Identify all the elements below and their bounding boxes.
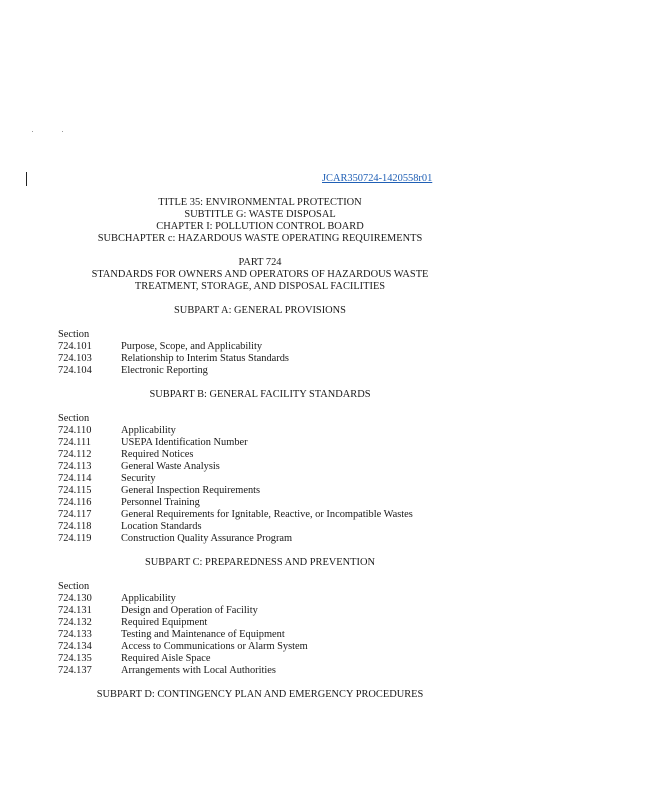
section-title[interactable]: Arrangements with Local Authorities bbox=[121, 665, 276, 676]
header-subtitle-line: SUBTITLE G: WASTE DISPOSAL bbox=[184, 209, 336, 220]
section-number[interactable]: 724.133 bbox=[58, 629, 92, 640]
section-number[interactable]: 724.135 bbox=[58, 653, 92, 664]
header-chapter-line: CHAPTER I: POLLUTION CONTROL BOARD bbox=[156, 221, 364, 232]
section-title[interactable]: USEPA Identification Number bbox=[121, 437, 248, 448]
section-title[interactable]: Applicability bbox=[121, 593, 176, 604]
section-number[interactable]: 724.118 bbox=[58, 521, 92, 532]
section-title[interactable]: Access to Communications or Alarm System bbox=[121, 641, 308, 652]
section-title[interactable]: Required Equipment bbox=[121, 617, 208, 628]
section-title[interactable]: Design and Operation of Facility bbox=[121, 605, 258, 616]
section-number[interactable]: 724.131 bbox=[58, 605, 92, 616]
scan-speck bbox=[32, 131, 33, 132]
section-title[interactable]: Electronic Reporting bbox=[121, 365, 208, 376]
section-title[interactable]: Location Standards bbox=[121, 521, 202, 532]
section-number[interactable]: 724.116 bbox=[58, 497, 92, 508]
section-title[interactable]: General Requirements for Ignitable, Reactive, or Incompatible Wastes bbox=[121, 509, 413, 520]
section-column-label: Section bbox=[58, 329, 90, 340]
section-title[interactable]: Construction Quality Assurance Program bbox=[121, 533, 293, 544]
subpart-heading: SUBPART B: GENERAL FACILITY STANDARDS bbox=[149, 389, 371, 400]
document-id-link[interactable]: JCAR350724-1420558r01 bbox=[322, 173, 433, 184]
section-number[interactable]: 724.117 bbox=[58, 509, 92, 520]
section-number[interactable]: 724.119 bbox=[58, 533, 92, 544]
section-title[interactable]: Required Notices bbox=[121, 449, 194, 460]
section-number[interactable]: 724.134 bbox=[58, 641, 92, 652]
section-title[interactable]: Testing and Maintenance of Equipment bbox=[121, 629, 285, 640]
section-column-label: Section bbox=[58, 581, 90, 592]
subpart-heading: SUBPART A: GENERAL PROVISIONS bbox=[174, 305, 346, 316]
subpart-heading: SUBPART C: PREPAREDNESS AND PREVENTION bbox=[145, 557, 375, 568]
section-number[interactable]: 724.103 bbox=[58, 353, 92, 364]
section-number[interactable]: 724.112 bbox=[58, 449, 92, 460]
section-title[interactable]: Personnel Training bbox=[121, 497, 200, 508]
part-title-line-1: STANDARDS FOR OWNERS AND OPERATORS OF HAZARDOUS WASTE bbox=[91, 269, 429, 280]
section-number[interactable]: 724.115 bbox=[58, 485, 92, 496]
section-title[interactable]: General Inspection Requirements bbox=[121, 485, 261, 496]
section-number[interactable]: 724.132 bbox=[58, 617, 92, 628]
subpart-heading: SUBPART D: CONTINGENCY PLAN AND EMERGENCY PROCEDURES bbox=[96, 689, 424, 700]
section-title[interactable]: Purpose, Scope, and Applicability bbox=[121, 341, 263, 352]
section-number[interactable]: 724.130 bbox=[58, 593, 92, 604]
header-subchapter-line: SUBCHAPTER c: HAZARDOUS WASTE OPERATING REQUIREMENTS bbox=[97, 233, 423, 244]
section-number[interactable]: 724.104 bbox=[58, 365, 92, 376]
section-column-label: Section bbox=[58, 413, 90, 424]
header-title-line: TITLE 35: ENVIRONMENTAL PROTECTION bbox=[158, 197, 362, 208]
scan-speck bbox=[62, 131, 63, 132]
part-number: PART 724 bbox=[238, 257, 282, 268]
section-number[interactable]: 724.113 bbox=[58, 461, 92, 472]
section-title[interactable]: Required Aisle Space bbox=[121, 653, 211, 664]
section-title[interactable]: General Waste Analysis bbox=[121, 461, 220, 472]
section-title[interactable]: Relationship to Interim Status Standards bbox=[121, 353, 289, 364]
revision-margin-bar bbox=[26, 172, 27, 186]
section-number[interactable]: 724.110 bbox=[58, 425, 92, 436]
part-title-line-2: TREATMENT, STORAGE, AND DISPOSAL FACILITIES bbox=[134, 281, 386, 292]
section-title[interactable]: Applicability bbox=[121, 425, 176, 436]
section-number[interactable]: 724.111 bbox=[58, 437, 91, 448]
section-number[interactable]: 724.101 bbox=[58, 341, 92, 352]
section-number[interactable]: 724.114 bbox=[58, 473, 92, 484]
section-title[interactable]: Security bbox=[121, 473, 156, 484]
section-number[interactable]: 724.137 bbox=[58, 665, 92, 676]
